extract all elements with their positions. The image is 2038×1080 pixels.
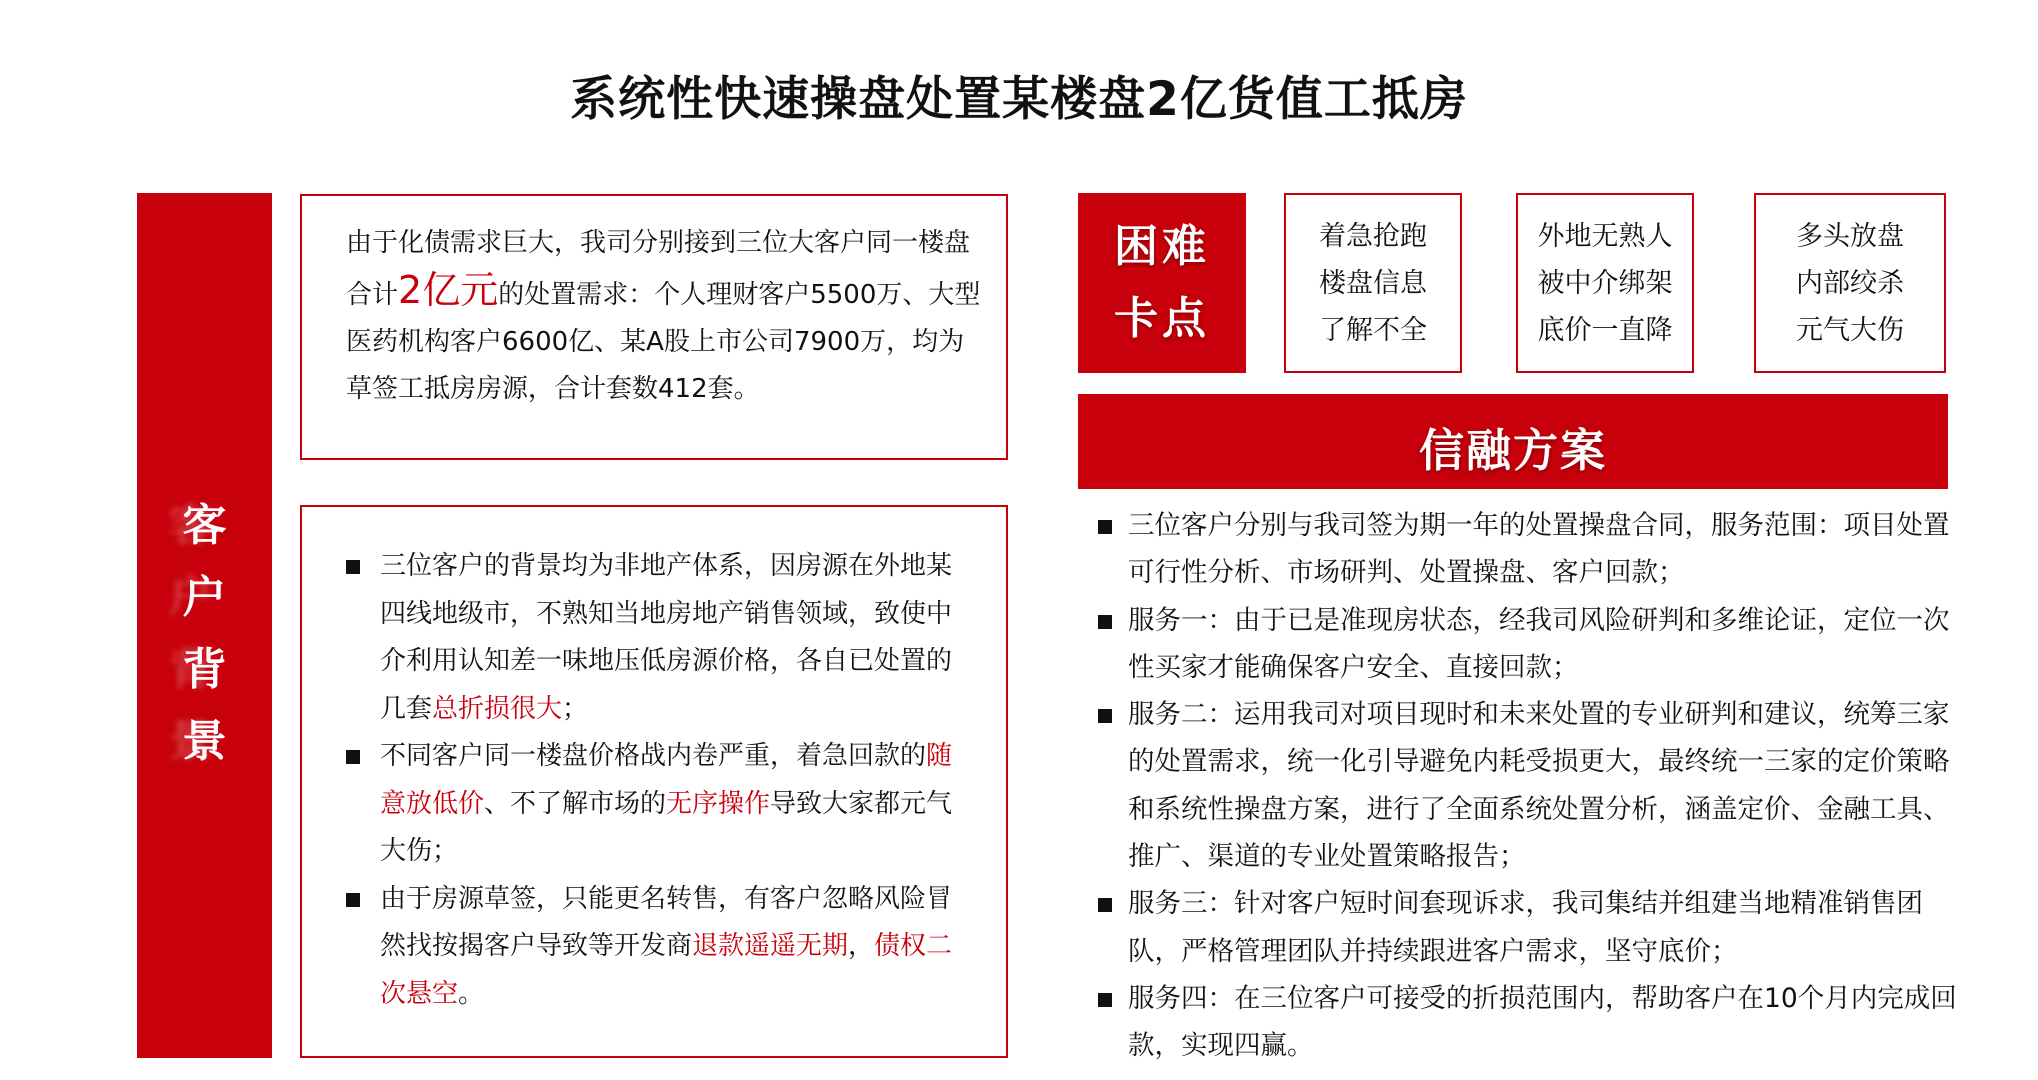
pain-point-line: 被中介绑架 bbox=[1537, 267, 1673, 299]
pain-point-line: 多头放盘 bbox=[1796, 220, 1904, 252]
pain-point-line: 底价一直降 bbox=[1537, 314, 1673, 346]
point-text: 三位客户的背景均为非地产体系，因房源在外地某四线地级市，不熟知当地房地产销售领域，致使中介利用认知差一味地压低房源价格，各自已处置的几套 bbox=[380, 551, 953, 724]
service-text: 服务一：由于已是准现房状态，经我司风险研判和多维论证，定位一次性买家才能确保客户安全、直接回款； bbox=[1128, 604, 1950, 683]
difficulty-label-line: 卡点 bbox=[1114, 293, 1210, 344]
pain-point-line: 了解不全 bbox=[1319, 314, 1427, 346]
service-text: 三位客户分别与我司签为期一年的处置操盘合同，服务范围：项目处置可行性分析、市场研判、处置操盘、客户回款； bbox=[1128, 510, 1950, 589]
pain-point-line: 外地无熟人 bbox=[1537, 220, 1673, 252]
bullet-square-icon bbox=[1098, 615, 1112, 629]
service-item bbox=[1098, 975, 1958, 1070]
intro-paragraph bbox=[346, 220, 986, 413]
bullet-square-icon bbox=[346, 893, 360, 907]
service-item bbox=[1098, 502, 1958, 597]
bullet-square-icon bbox=[1098, 898, 1112, 912]
services-list bbox=[1098, 502, 1958, 1070]
difficulty-label-box bbox=[1078, 193, 1246, 373]
bullet-square-icon bbox=[346, 560, 360, 574]
service-item bbox=[1098, 691, 1958, 880]
plan-title: 信融方案 bbox=[1418, 424, 1607, 477]
amount-highlight: 2亿元 bbox=[398, 268, 499, 312]
point-text: 不同客户同一楼盘价格战内卷严重，着急回款的 bbox=[380, 741, 927, 771]
bullet-square-icon bbox=[1098, 993, 1112, 1007]
bullet-square-icon bbox=[346, 750, 360, 764]
pain-point-line: 元气大伤 bbox=[1796, 314, 1904, 346]
customer-background-label bbox=[137, 490, 272, 778]
sidebar-char: 客 bbox=[182, 500, 227, 551]
highlighted-text: 退款遥遥无期 bbox=[692, 931, 849, 961]
highlighted-text: 随意放低价 bbox=[380, 741, 953, 819]
service-text: 服务二：运用我司对项目现时和未来处置的专业研判和建议，统筹三家的处置需求，统一化引导避免内耗受损更大，最终统一三家的定价策略和系统性操盘方案，进行了全面系统处置分析，涵盖定价、金融工具、推广、渠道的专业处置策略报告； bbox=[1128, 699, 1950, 873]
intro-box bbox=[300, 194, 1008, 460]
highlighted-text: 总折损很大 bbox=[432, 693, 563, 724]
bullet-square-icon bbox=[1098, 520, 1112, 534]
highlighted-text: 债权二次悬空 bbox=[380, 931, 953, 1009]
point-text: 导致大家都元气大伤； bbox=[380, 788, 953, 866]
pain-point-line: 着急抢跑 bbox=[1319, 220, 1427, 252]
difficulty-label-line: 困难 bbox=[1114, 221, 1210, 272]
service-text: 服务四：在三位客户可接受的折损范围内，帮助客户在10个月内完成回款，实现四赢。 bbox=[1128, 982, 1957, 1062]
background-point bbox=[346, 876, 976, 1019]
point-text: ； bbox=[562, 693, 589, 724]
highlighted-text: 无序操作 bbox=[666, 788, 771, 819]
intro-text-before: 由于化债需求巨大，我司分别接到三位大客户同一楼盘合计 bbox=[346, 228, 971, 310]
point-text: 、不了解市场的 bbox=[484, 788, 667, 819]
background-point bbox=[346, 543, 976, 733]
pain-point-line: 楼盘信息 bbox=[1319, 267, 1427, 299]
sidebar-char: 景 bbox=[182, 716, 227, 767]
sidebar-char: 背 bbox=[182, 644, 227, 695]
pain-point-box bbox=[1754, 193, 1946, 373]
point-text: ， bbox=[848, 931, 875, 961]
background-point bbox=[346, 733, 976, 876]
pain-point-box bbox=[1516, 193, 1694, 373]
page-title: 系统性快速操盘处置某楼盘2亿货值工抵房 bbox=[570, 72, 1468, 127]
service-text: 服务三：针对客户短时间套现诉求，我司集结并组建当地精准销售团队，严格管理团队并持续跟进客户需求，坚守底价； bbox=[1128, 888, 1923, 967]
plan-title-bar bbox=[1078, 394, 1948, 489]
point-text: 由于房源草签，只能更名转售，有客户忽略风险冒然找按揭客户导致等开发商 bbox=[380, 883, 953, 961]
intro-text-after: 的处置需求：个人理财客户5500万、大型医药机构客户6600亿、某A股上市公司7900万，均为草签工抵房房源，合计套数412套。 bbox=[346, 280, 981, 404]
bullet-square-icon bbox=[1098, 709, 1112, 723]
service-item bbox=[1098, 880, 1958, 975]
pain-point-box bbox=[1284, 193, 1462, 373]
pain-point-line: 内部绞杀 bbox=[1796, 267, 1904, 299]
service-item bbox=[1098, 597, 1958, 692]
background-points-box bbox=[300, 505, 1008, 1058]
point-text: 。 bbox=[458, 978, 485, 1009]
sidebar-char: 户 bbox=[182, 572, 227, 623]
background-points-list bbox=[346, 543, 976, 1018]
